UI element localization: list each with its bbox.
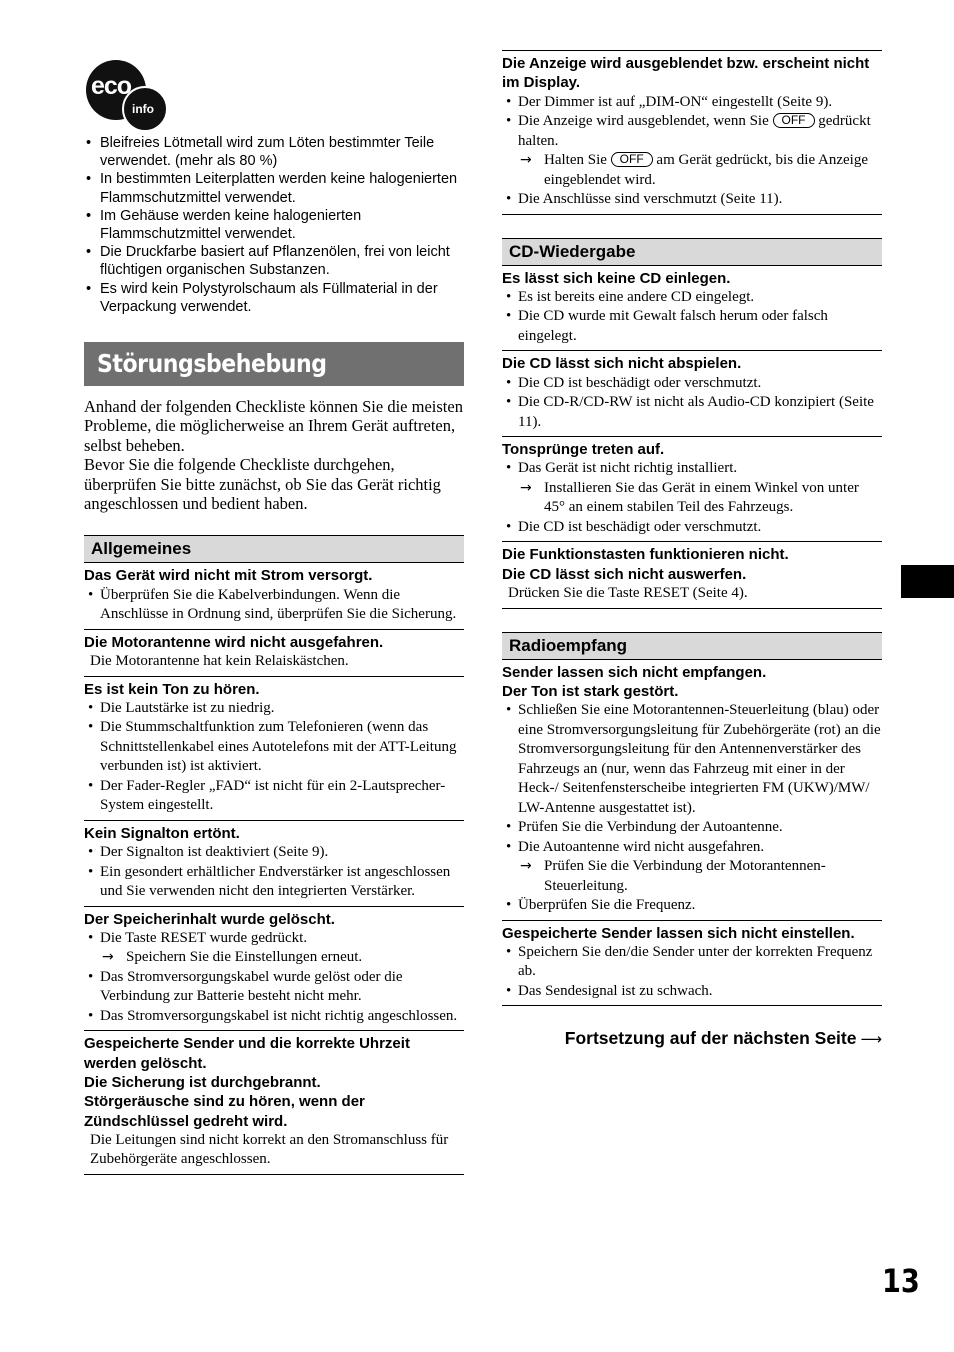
list-item: • Das Gerät ist nicht richtig installiert. bbox=[502, 459, 882, 479]
list-item: • Das Stromversorgungskabel wurde gelöst oder die Verbindung zur Batterie besteht nicht mehr. bbox=[84, 968, 464, 1007]
list-item: • Die CD wurde mit Gewalt falsch herum oder falsch eingelegt. bbox=[502, 307, 882, 346]
problem-entry bbox=[84, 1031, 464, 1174]
solution-list bbox=[84, 929, 464, 1027]
problem-heading: Der Ton ist stark gestört. bbox=[502, 682, 679, 700]
problem-entry bbox=[502, 437, 882, 542]
action-item: → Prüfen Sie die Verbindung der Motorantennen-Steuerleitung. bbox=[502, 857, 882, 896]
continued-note bbox=[502, 1028, 882, 1049]
problem-entry bbox=[84, 821, 464, 907]
list-item: • Die Autoantenne wird nicht ausgefahren. bbox=[502, 838, 882, 858]
problem-heading: Die CD lässt sich nicht abspielen. bbox=[502, 355, 742, 373]
intro-paragraph: Anhand der folgenden Checkliste können Sie die meisten Probleme, die möglicherweise an Ihrem Gerät auftreten, selbst beheben. bbox=[84, 397, 463, 455]
list-item: • Überprüfen Sie die Frequenz. bbox=[502, 896, 882, 916]
problem-heading: Der Speicherinhalt wurde gelöscht. bbox=[84, 910, 335, 928]
item-text: gedrückt halten. bbox=[518, 113, 871, 149]
continued-note-text: Fortsetzung auf der nächsten Seite bbox=[564, 1028, 857, 1049]
list-item: • Das Stromversorgungskabel ist nicht richtig angeschlossen. bbox=[84, 1007, 464, 1027]
list-item: • Die CD-R/CD-RW ist nicht als Audio-CD konzipiert (Seite 11). bbox=[502, 393, 882, 432]
problem-heading: Es lässt sich keine CD einlegen. bbox=[502, 269, 731, 287]
problem-heading: Gespeicherte Sender lassen sich nicht einstellen. bbox=[502, 924, 855, 942]
problem-heading: Die Funktionstasten funktionieren nicht. bbox=[502, 546, 789, 564]
solution-list bbox=[84, 843, 464, 902]
list-item: • Die CD ist beschädigt oder verschmutzt. bbox=[502, 374, 882, 394]
solution-list bbox=[84, 1131, 464, 1170]
list-item: • Die Lautstärke ist zu niedrig. bbox=[84, 699, 464, 719]
list-item: • Speichern Sie den/die Sender unter der korrekten Frequenz ab. bbox=[502, 943, 882, 982]
solution-list bbox=[502, 288, 882, 347]
problem-entry bbox=[84, 907, 464, 1032]
item-text: Halten Sie bbox=[544, 152, 607, 169]
solution-list bbox=[84, 699, 464, 816]
item-text: Die Anzeige wird ausgeblendet, wenn Sie bbox=[518, 113, 769, 130]
left-column bbox=[84, 58, 464, 1175]
problem-entry bbox=[502, 50, 882, 215]
section-cd-wiedergabe bbox=[502, 238, 882, 609]
solution-text: Die Motorantenne hat kein Relaiskästchen. bbox=[90, 653, 349, 670]
chapter-title: Störungsbehebung bbox=[97, 349, 327, 379]
arrow-right-icon: ⟶ bbox=[860, 1030, 882, 1049]
chapter-title-bar bbox=[84, 342, 464, 386]
solution-list bbox=[502, 701, 882, 916]
list-item: • Die Druckfarbe basiert auf Pflanzenölen, frei von leicht flüchtigen organischen Substanzen. bbox=[84, 243, 464, 279]
solution-list bbox=[502, 943, 882, 1002]
section-allgemeines bbox=[84, 535, 464, 1174]
problem-heading: Die CD lässt sich nicht auswerfen. bbox=[502, 565, 747, 583]
list-item: • Der Fader-Regler „FAD“ ist nicht für ein 2-Lautsprecher-System eingestellt. bbox=[84, 777, 464, 816]
list-item: • Schließen Sie eine Motorantennen-Steuerleitung (blau) oder eine Stromversorgungsleitung für Zubehörgeräte (rot) an die Stromversorgungsleitung für den Antennenverstärker des Fahrzeugs an (nur, wenn das Fahrzeug mit einer in der Heck-/ Seitenfensterscheibe integrierten FM (UKW)/MW/ LW-Antenne ausgestattet ist). bbox=[502, 701, 882, 818]
intro-text bbox=[84, 397, 464, 513]
list-item: • Ein gesondert erhältlicher Endverstärker ist angeschlossen und Sie verwenden nicht den integrierten Verstärker. bbox=[84, 863, 464, 902]
problem-heading: Die Sicherung ist durchgebrannt. bbox=[84, 1074, 321, 1092]
list-item: • Die Stummschaltfunktion zum Telefonieren (wenn das Schnittstellenkabel eines Autotelefons mit der ATT-Leitung verbunden ist) ist aktiviert. bbox=[84, 718, 464, 777]
problem-entry bbox=[84, 563, 464, 629]
list-item bbox=[502, 112, 882, 151]
action-item: → Speichern Sie die Einstellungen erneut. bbox=[84, 948, 464, 968]
eco-feature-list bbox=[84, 134, 464, 316]
list-item: • Im Gehäuse werden keine halogenierten Flammschutzmittel verwendet. bbox=[84, 207, 464, 243]
list-item: • Die Anschlüsse sind verschmutzt (Seite 11). bbox=[502, 190, 882, 210]
problem-heading: Die Motorantenne wird nicht ausgefahren. bbox=[84, 633, 384, 651]
problem-entry bbox=[84, 677, 464, 821]
list-item: • Es wird kein Polystyrolschaum als Füllmaterial in der Verpackung verwendet. bbox=[84, 280, 464, 316]
solution-list bbox=[84, 652, 464, 672]
side-thumb-tab bbox=[901, 565, 954, 598]
action-item: → Installieren Sie das Gerät in einem Winkel von unter 45° an einem stabilen Teil des Fahrzeugs. bbox=[502, 479, 882, 518]
solution-list bbox=[502, 93, 882, 210]
section-title: Allgemeines bbox=[84, 535, 464, 563]
solution-list bbox=[502, 459, 882, 537]
problem-heading: Tonsprünge treten auf. bbox=[502, 441, 665, 459]
problem-heading: Die Anzeige wird ausgeblendet bzw. erscheint nicht im Display. bbox=[502, 55, 870, 92]
solution-list bbox=[502, 584, 882, 604]
section-radioempfang bbox=[502, 632, 882, 1007]
section-title: Radioempfang bbox=[502, 632, 882, 660]
problem-heading: Gespeicherte Sender und die korrekte Uhrzeit werden gelöscht. bbox=[84, 1035, 410, 1072]
off-key-label: OFF bbox=[611, 152, 653, 167]
problem-entry bbox=[502, 542, 882, 608]
list-item: • In bestimmten Leiterplatten werden keine halogenierten Flammschutzmittel verwendet. bbox=[84, 170, 464, 206]
list-item: • Überprüfen Sie die Kabelverbindungen. Wenn die Anschlüsse in Ordnung sind, überprüfen Sie die Sicherung. bbox=[84, 586, 464, 625]
problem-entry bbox=[502, 266, 882, 352]
list-item: • Die Taste RESET wurde gedrückt. bbox=[84, 929, 464, 949]
item-text: am Gerät gedrückt, bis die Anzeige eingeblendet wird. bbox=[544, 152, 868, 188]
problem-heading: Es ist kein Ton zu hören. bbox=[84, 680, 260, 698]
solution-text: Drücken Sie die Taste RESET (Seite 4). bbox=[508, 585, 748, 602]
list-item: • Prüfen Sie die Verbindung der Autoantenne. bbox=[502, 818, 882, 838]
list-item: • Der Signalton ist deaktiviert (Seite 9). bbox=[84, 843, 464, 863]
problem-entry bbox=[84, 630, 464, 677]
page-number: 13 bbox=[882, 1262, 920, 1300]
problem-entry bbox=[502, 660, 882, 921]
solution-list bbox=[84, 586, 464, 625]
problem-entry bbox=[502, 351, 882, 437]
intro-paragraph: Bevor Sie die folgende Checkliste durchgehen, überprüfen Sie bitte zunächst, ob Sie das Gerät richtig angeschlossen und bedient haben. bbox=[84, 455, 441, 514]
solution-list bbox=[502, 374, 882, 433]
problem-heading: Das Gerät wird nicht mit Strom versorgt. bbox=[84, 567, 373, 585]
right-column bbox=[502, 50, 882, 1049]
info-logo-text: info bbox=[132, 102, 154, 116]
eco-info-logo bbox=[86, 58, 166, 128]
problem-heading: Kein Signalton ertönt. bbox=[84, 824, 240, 842]
section-title: CD-Wiedergabe bbox=[502, 238, 882, 266]
off-key-label: OFF bbox=[773, 113, 815, 128]
list-item: • Die CD ist beschädigt oder verschmutzt. bbox=[502, 518, 882, 538]
list-item: • Das Sendesignal ist zu schwach. bbox=[502, 982, 882, 1002]
problem-entry bbox=[502, 921, 882, 1007]
list-item: • Es ist bereits eine andere CD eingelegt. bbox=[502, 288, 882, 308]
action-item bbox=[502, 151, 882, 190]
solution-text: Die Leitungen sind nicht korrekt an den Stromanschluss für Zubehörgeräte angeschlossen. bbox=[90, 1131, 449, 1168]
problem-heading: Sender lassen sich nicht empfangen. bbox=[502, 663, 767, 681]
list-item: • Der Dimmer ist auf „DIM-ON“ eingestellt (Seite 9). bbox=[502, 93, 882, 113]
problem-heading: Störgeräusche sind zu hören, wenn der Zündschlüssel gedreht wird. bbox=[84, 1093, 365, 1130]
eco-logo-text: eco bbox=[91, 72, 132, 100]
list-item: • Bleifreies Lötmetall wird zum Löten bestimmter Teile verwendet. (mehr als 80 %) bbox=[84, 134, 464, 170]
